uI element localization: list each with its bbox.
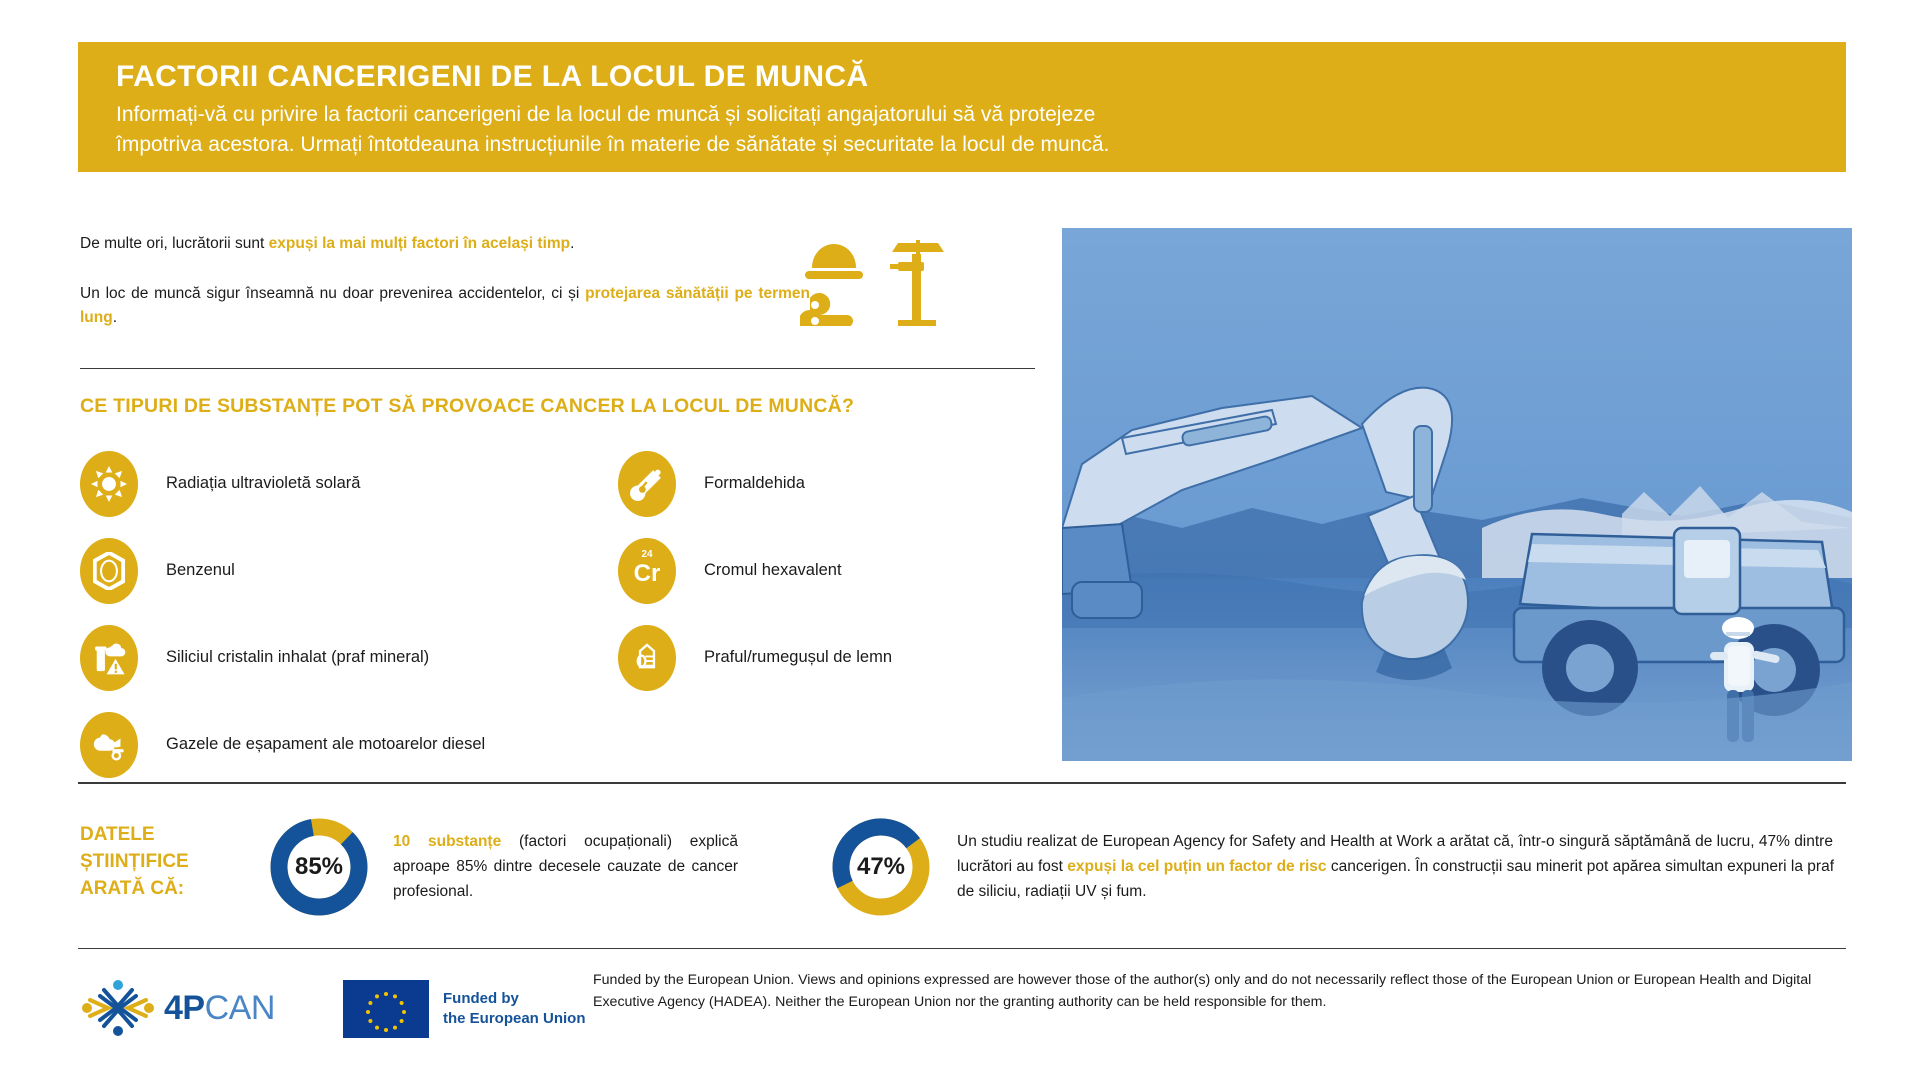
sun-icon-glyph [91,466,127,502]
eu-funded-text [443,989,586,1029]
list-item-label: Gazele de eșapament ale motoarelor diesel [166,735,486,753]
intro-p1-highlight: expuși la mai mulți factori în același timp [268,235,571,252]
intro-p1-plain: De multe ori, lucrătorii sunt [80,235,269,252]
list-item [618,440,892,527]
substances-column-right [618,440,892,701]
logo-4pcan-can: CAN [204,988,275,1027]
list-item-label: Benzenul [166,561,235,579]
intro-p2-highlight: protejarea sănătății pe termen lung [80,285,810,327]
list-item [80,440,485,527]
chromium-symbol: Cr [633,559,661,587]
intro-paragraph-1 [80,232,810,256]
flask-icon [618,451,676,517]
stats-label-line-1: DATELE [80,824,155,845]
stat-47-after: cancerigen. În construcții sau minerit pot apărea simultan expuneri la praf de siliciu, radiații UV și fum. [957,857,1835,900]
helmet-wrench-crane-icons [800,234,980,326]
stats-section-label [80,822,255,903]
intro-icon-group [800,234,980,324]
eu-funding-logo [343,980,586,1038]
list-item [80,701,485,788]
stats-section [80,816,1850,936]
stats-label-line-2: ȘTIINȚIFICE [80,850,189,872]
silica-dust-warning-icon [80,625,138,691]
intro-text-block [80,232,820,330]
divider-footer [78,948,1846,949]
intro-paragraph-2 [80,282,810,330]
stat-85-rest: (factori ocupaționali) explică aproape 85% dintre decesele cauzate de cancer profesional. [393,833,738,900]
silica-dust-warning-icon-glyph [91,640,127,676]
diesel-exhaust-icon-glyph [91,727,127,763]
flask-icon-glyph [630,467,664,501]
list-item-label: Praful/rumegușul de lemn [704,648,893,666]
list-item [80,614,485,701]
eu-funded-line-1: Funded by [443,989,519,1007]
header-banner [78,42,1846,172]
4pcan-mark-icon [78,976,158,1040]
construction-site-photo [1062,228,1852,761]
stats-label-line-3: ARATĂ CĂ: [80,877,185,899]
logo-4pcan [78,976,275,1040]
chromium-atomic-number: 24 [641,548,653,560]
list-item [618,614,892,701]
chromium-element-icon [618,538,676,604]
stat-47-before: Un studiu realizat de European Agency for Safety and Health at Work a arătat că, într-o singură săptămână de lucru, 47% dintre lucrători au fost [957,833,1833,875]
intro-p2-end: . [112,309,118,327]
diesel-exhaust-icon [80,712,138,778]
header-subtitle-line-1: Informați-vă cu privire la factorii cancerigeni de la locul de muncă și solicitați angajatorului să vă protejeze [116,103,1096,126]
list-item [80,527,485,614]
sun-icon [80,451,138,517]
stat-85-highlight: 10 substanțe [393,833,502,850]
donut-chart-85-value: 85% [294,853,344,880]
donut-chart-47 [830,816,932,918]
eu-funded-line-2: the European Union [443,1010,586,1027]
construction-site-photo-illustration [1062,228,1852,761]
substances-column-left [80,440,485,788]
logo-4pcan-4p: 4P [164,988,205,1027]
wood-log-icon-glyph [630,641,664,675]
list-item-label: Radiația ultravioletă solară [166,474,361,492]
list-item-label: Formaldehida [704,474,805,492]
list-item-label: Cromul hexavalent [704,561,842,579]
substances-section-title: CE TIPURI DE SUBSTANȚE POT SĂ PROVOACE CANCER LA LOCUL DE MUNCĂ? [80,395,855,417]
benzene-ring-icon [80,538,138,604]
header-subtitle-line-2: împotriva acestora. Urmați întotdeauna instrucțiunile în materie de sănătate și securitate la locul de muncă. [116,132,1110,156]
list-item [618,527,892,614]
eu-flag-icon [343,980,429,1038]
benzene-ring-icon-glyph [93,552,125,590]
logo-4pcan-text [164,989,275,1028]
donut-chart-85 [268,816,370,918]
stat-text-85 [393,830,738,904]
footer-disclaimer: Funded by the European Union. Views and opinions expressed are however those of the author(s) only and do not necessarily reflect those of the European Union or European Health and Digital Executive Agency (HADEA). Neither the European Union nor the granting authority can be held responsible for them. [593,972,1812,1010]
divider-stats [78,782,1846,784]
intro-p2-plain: Un loc de muncă sigur înseamnă nu doar prevenirea accidentelor, ci și [80,285,586,303]
eu-flag-stars [343,980,429,1038]
stat-47-highlight: expuși la cel puțin un factor de risc [1067,857,1327,875]
stat-text-47 [957,830,1847,904]
donut-chart-47-value: 47% [856,853,906,880]
list-item-label: Siliciul cristalin inhalat (praf mineral) [166,648,430,666]
intro-p1-end: . [570,235,575,252]
page-title: FACTORII CANCERIGENI DE LA LOCUL DE MUNCĂ [116,60,869,93]
divider-top [80,368,1035,369]
wood-log-icon [618,625,676,691]
